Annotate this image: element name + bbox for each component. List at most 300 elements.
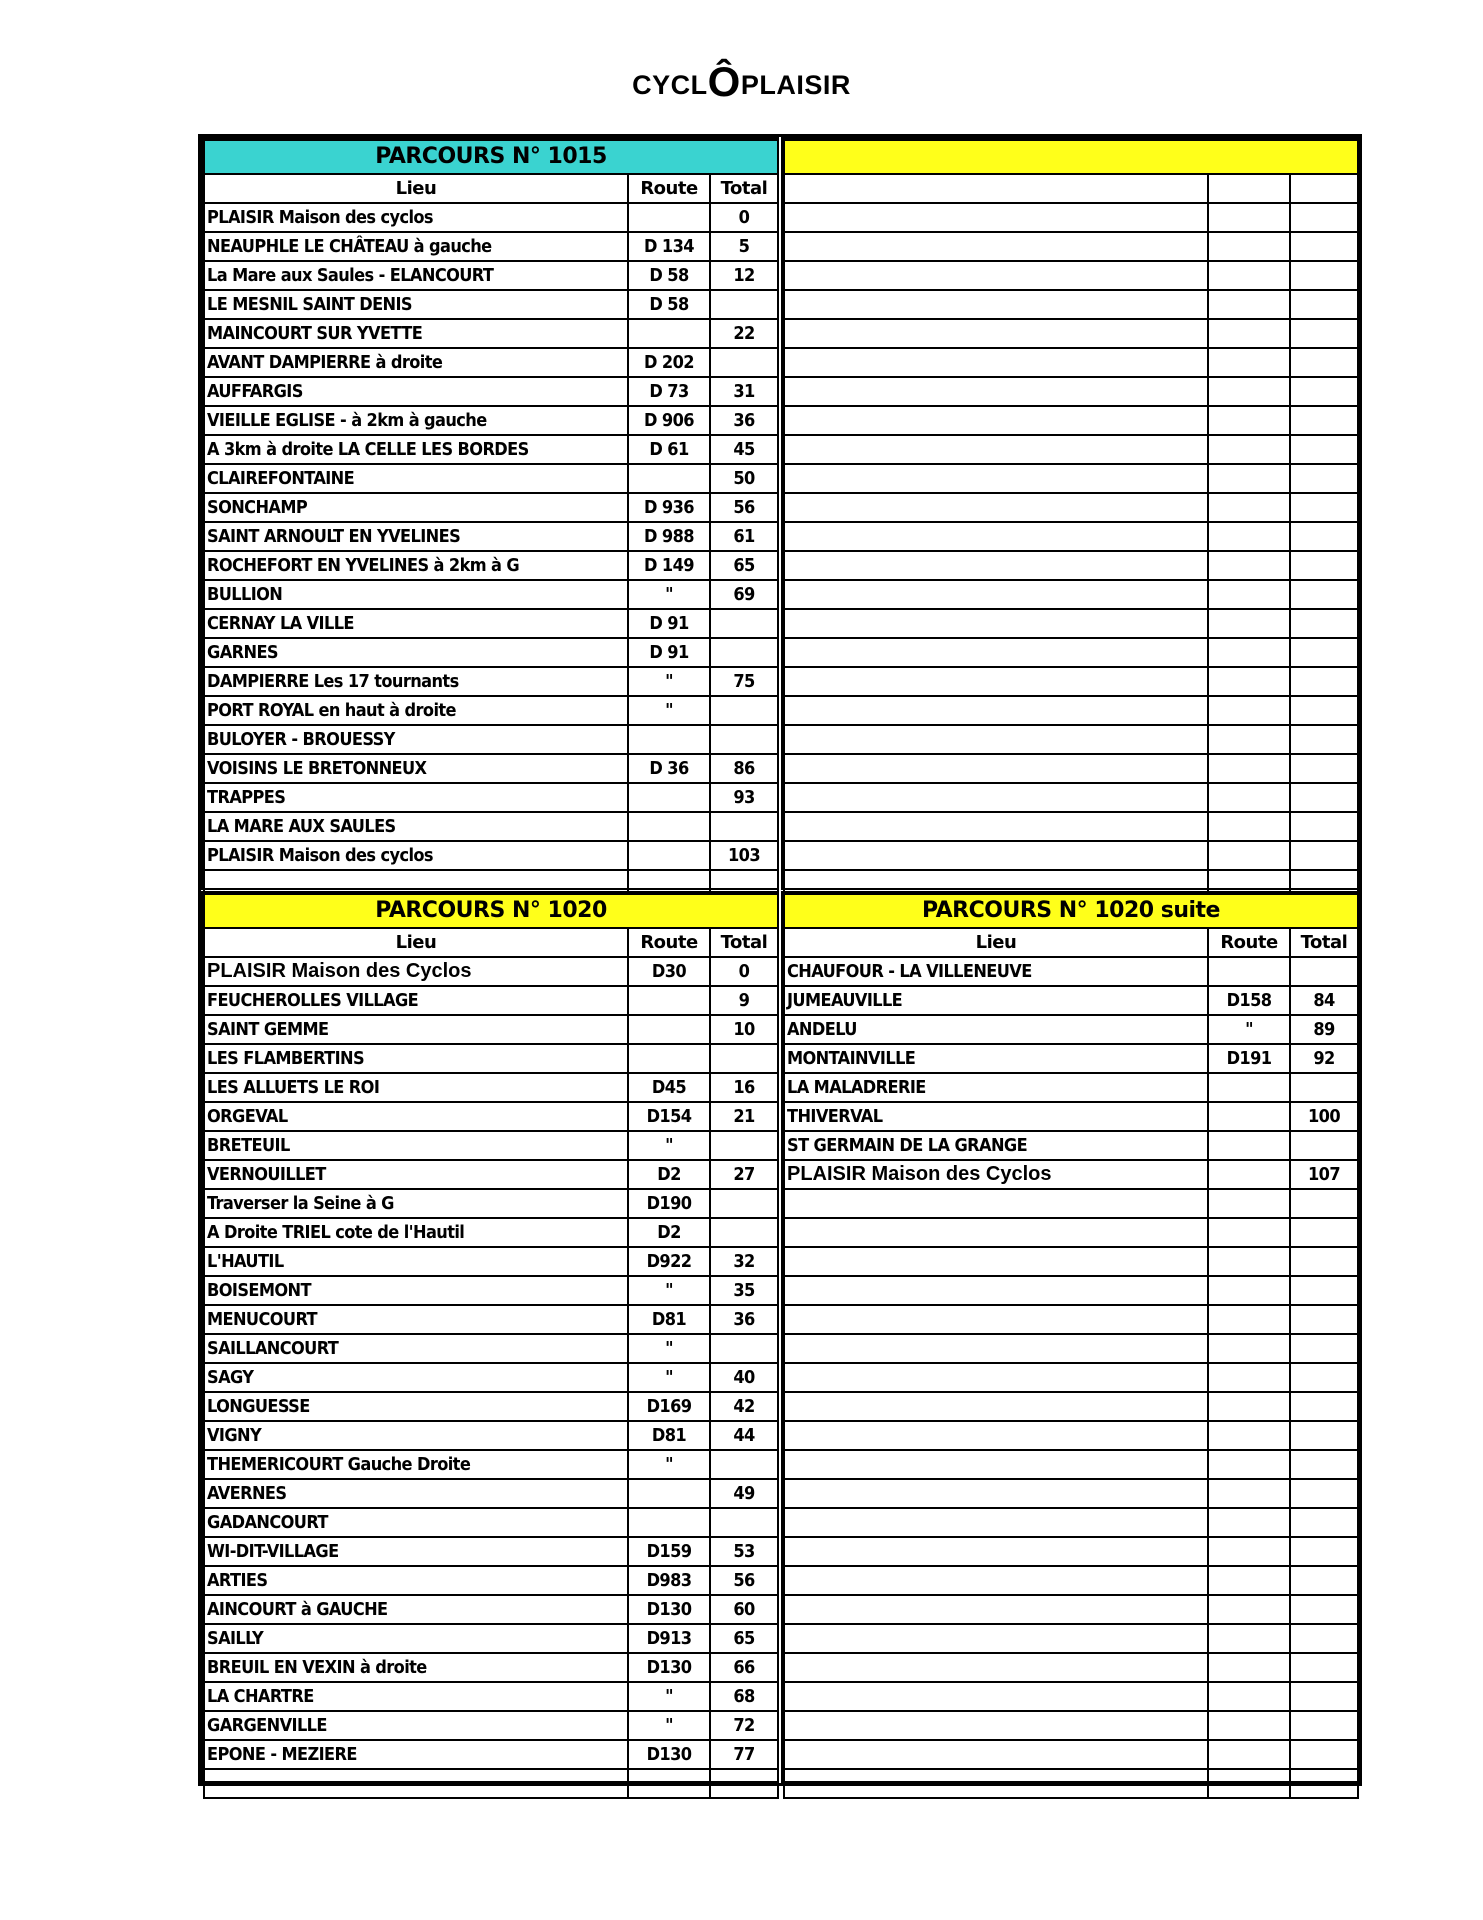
lieu-cell: BULOYER - BROUESSY: [204, 725, 628, 754]
total-cell: [1290, 1682, 1358, 1711]
table-row: [784, 377, 1358, 406]
table-row: [204, 1102, 778, 1131]
lieu-cell: LA MARE AUX SAULES: [204, 812, 628, 841]
total-cell: [1290, 1711, 1358, 1740]
route-cell: [1208, 522, 1290, 551]
table-row: [204, 1421, 778, 1450]
table-row: [784, 1740, 1358, 1769]
route-cell: [1208, 1160, 1290, 1189]
route-cell: ": [628, 1363, 710, 1392]
lieu-cell: CHAUFOUR - LA VILLENEUVE: [784, 957, 1208, 986]
route-cell: [1208, 1102, 1290, 1131]
table-row: [784, 464, 1358, 493]
total-cell: 21: [710, 1102, 778, 1131]
lieu-cell: [784, 696, 1208, 725]
route-cell: [1208, 261, 1290, 290]
table-row: [784, 1247, 1358, 1276]
lieu-cell: PLAISIR Maison des cyclos: [204, 203, 628, 232]
lieu-cell: VOISINS LE BRETONNEUX: [204, 754, 628, 783]
table-row: [204, 1247, 778, 1276]
table-row: [784, 1044, 1358, 1073]
route-cell: [628, 203, 710, 232]
lieu-cell: [204, 1769, 628, 1798]
total-cell: [710, 609, 778, 638]
table-row: [784, 551, 1358, 580]
total-cell: [710, 1189, 778, 1218]
table-row: [204, 493, 778, 522]
total-cell: [1290, 725, 1358, 754]
table-row: [784, 522, 1358, 551]
parcours-1020-title: PARCOURS N° 1020: [204, 894, 778, 928]
table-row: [204, 1218, 778, 1247]
table-row: [204, 319, 778, 348]
total-cell: 16: [710, 1073, 778, 1102]
table-row: [784, 1276, 1358, 1305]
lieu-cell: [784, 1334, 1208, 1363]
total-cell: 35: [710, 1276, 778, 1305]
column-header-route: Route: [628, 174, 710, 203]
blank-panel: [781, 137, 1359, 890]
total-cell: [710, 348, 778, 377]
total-cell: 56: [710, 1566, 778, 1595]
lieu-cell: A Droite TRIEL cote de l'Hautil: [204, 1218, 628, 1247]
lieu-cell: [784, 1537, 1208, 1566]
route-cell: [1208, 1392, 1290, 1421]
table-row: [784, 725, 1358, 754]
total-cell: 66: [710, 1653, 778, 1682]
route-cell: [1208, 319, 1290, 348]
table-row: [784, 957, 1358, 986]
route-cell: D2: [628, 1160, 710, 1189]
total-cell: 100: [1290, 1102, 1358, 1131]
total-cell: [1290, 1740, 1358, 1769]
table-row: [204, 1653, 778, 1682]
parcours-1020-table: [203, 893, 779, 1799]
table-row: [784, 1334, 1358, 1363]
total-cell: [710, 1131, 778, 1160]
table-row: [204, 203, 778, 232]
lieu-cell: WI-DIT-VILLAGE: [204, 1537, 628, 1566]
table-row: [784, 261, 1358, 290]
table-row: [204, 1160, 778, 1189]
table-row: [784, 667, 1358, 696]
lieu-cell: [784, 609, 1208, 638]
route-cell: D130: [628, 1740, 710, 1769]
table-row: [204, 986, 778, 1015]
route-cell: [1208, 667, 1290, 696]
total-cell: [710, 1769, 778, 1798]
lieu-cell: [784, 435, 1208, 464]
table-row: [784, 1131, 1358, 1160]
lieu-cell: FEUCHEROLLES VILLAGE: [204, 986, 628, 1015]
table-row: [784, 435, 1358, 464]
total-cell: [1290, 1218, 1358, 1247]
total-cell: [1290, 754, 1358, 783]
route-cell: D 91: [628, 609, 710, 638]
lieu-cell: BREUIL EN VEXIN à droite: [204, 1653, 628, 1682]
total-cell: [1290, 812, 1358, 841]
total-cell: [1290, 1334, 1358, 1363]
table-row: [784, 1566, 1358, 1595]
route-cell: D81: [628, 1421, 710, 1450]
lieu-cell: [784, 1218, 1208, 1247]
route-cell: D922: [628, 1247, 710, 1276]
total-cell: [1290, 1247, 1358, 1276]
table-row: [204, 1073, 778, 1102]
lieu-cell: THIVERVAL: [784, 1102, 1208, 1131]
route-cell: ": [628, 1711, 710, 1740]
route-cell: ": [628, 1450, 710, 1479]
route-cell: D81: [628, 1305, 710, 1334]
lieu-cell: [784, 493, 1208, 522]
table-row: [204, 1334, 778, 1363]
route-cell: D913: [628, 1624, 710, 1653]
lieu-cell: [784, 319, 1208, 348]
total-cell: [1290, 783, 1358, 812]
total-cell: [1290, 464, 1358, 493]
route-cell: [1208, 1247, 1290, 1276]
route-cell: ": [628, 667, 710, 696]
lieu-cell: LES FLAMBERTINS: [204, 1044, 628, 1073]
table-row: [204, 1131, 778, 1160]
route-cell: [628, 1015, 710, 1044]
lieu-cell: [784, 348, 1208, 377]
table-row: [784, 1102, 1358, 1131]
lieu-cell: DAMPIERRE Les 17 tournants: [204, 667, 628, 696]
route-cell: D2: [628, 1218, 710, 1247]
title-prefix: CYCL: [632, 70, 708, 100]
lieu-cell: LA CHARTRE: [204, 1682, 628, 1711]
lieu-cell: MONTAINVILLE: [784, 1044, 1208, 1073]
table-row: [204, 1508, 778, 1537]
lieu-cell: [784, 1189, 1208, 1218]
total-cell: [1290, 319, 1358, 348]
lieu-cell: LE MESNIL SAINT DENIS: [204, 290, 628, 319]
table-row: [784, 1769, 1358, 1798]
table-row: [204, 1276, 778, 1305]
total-cell: 86: [710, 754, 778, 783]
total-cell: [1290, 1769, 1358, 1798]
lieu-cell: BULLION: [204, 580, 628, 609]
total-cell: 60: [710, 1595, 778, 1624]
table-row: [204, 609, 778, 638]
total-cell: 61: [710, 522, 778, 551]
table-row: [784, 348, 1358, 377]
column-header-lieu: Lieu: [204, 928, 628, 957]
lieu-cell: ORGEVAL: [204, 1102, 628, 1131]
lieu-cell: [784, 1363, 1208, 1392]
route-cell: [1208, 1363, 1290, 1392]
route-cell: D 58: [628, 261, 710, 290]
route-cell: [628, 812, 710, 841]
lieu-cell: ST GERMAIN DE LA GRANGE: [784, 1131, 1208, 1160]
lieu-cell: PLAISIR Maison des cyclos: [204, 841, 628, 870]
route-cell: D130: [628, 1653, 710, 1682]
table-row: [204, 957, 778, 986]
total-cell: 84: [1290, 986, 1358, 1015]
route-cell: ": [628, 580, 710, 609]
total-cell: [1290, 841, 1358, 870]
table-row: [204, 1595, 778, 1624]
table-row: [204, 1711, 778, 1740]
lieu-cell: SONCHAMP: [204, 493, 628, 522]
route-cell: D 91: [628, 638, 710, 667]
total-cell: 56: [710, 493, 778, 522]
total-cell: [710, 1044, 778, 1073]
lieu-cell: [784, 783, 1208, 812]
total-cell: [1290, 1189, 1358, 1218]
lieu-cell: SAINT GEMME: [204, 1015, 628, 1044]
lieu-cell: [784, 1624, 1208, 1653]
total-cell: [710, 725, 778, 754]
route-cell: [1208, 551, 1290, 580]
table-row: [204, 1769, 778, 1798]
route-cell: [1208, 638, 1290, 667]
lieu-cell: L'HAUTIL: [204, 1247, 628, 1276]
parcours-1020-suite-title: PARCOURS N° 1020 suite: [784, 894, 1358, 928]
table-row: [784, 1479, 1358, 1508]
total-cell: 68: [710, 1682, 778, 1711]
route-cell: D45: [628, 1073, 710, 1102]
total-cell: 36: [710, 406, 778, 435]
route-cell: [1208, 609, 1290, 638]
table-row: [204, 812, 778, 841]
route-cell: [1208, 1276, 1290, 1305]
lieu-cell: [784, 841, 1208, 870]
total-cell: 45: [710, 435, 778, 464]
route-cell: [628, 1769, 710, 1798]
route-cell: [1208, 1740, 1290, 1769]
route-cell: [1208, 290, 1290, 319]
lieu-cell: [784, 1450, 1208, 1479]
total-cell: 32: [710, 1247, 778, 1276]
lieu-cell: [784, 1595, 1208, 1624]
lieu-cell: AINCOURT à GAUCHE: [204, 1595, 628, 1624]
table-row: [204, 638, 778, 667]
table-row: [784, 1537, 1358, 1566]
lieu-cell: [784, 1421, 1208, 1450]
blank-panel-title: [784, 140, 1358, 174]
table-row: [204, 783, 778, 812]
column-header-route: Route: [1208, 928, 1290, 957]
total-cell: 53: [710, 1537, 778, 1566]
lieu-cell: [784, 1508, 1208, 1537]
table-row: [784, 1653, 1358, 1682]
column-header-total: Total: [710, 174, 778, 203]
table-row: [204, 1479, 778, 1508]
lieu-cell: MENUCOURT: [204, 1305, 628, 1334]
table-row: [784, 754, 1358, 783]
total-cell: [1290, 203, 1358, 232]
column-header-lieu: Lieu: [784, 928, 1208, 957]
total-cell: [1290, 1624, 1358, 1653]
total-cell: 89: [1290, 1015, 1358, 1044]
lieu-cell: GARGENVILLE: [204, 1711, 628, 1740]
total-cell: 42: [710, 1392, 778, 1421]
route-cell: [1208, 1334, 1290, 1363]
route-cell: [1208, 1305, 1290, 1334]
total-cell: 75: [710, 667, 778, 696]
lieu-cell: NEAUPHLE LE CHÂTEAU à gauche: [204, 232, 628, 261]
lieu-cell: PLAISIR Maison des Cyclos: [204, 957, 628, 986]
lieu-cell: VIEILLE EGLISE - à 2km à gauche: [204, 406, 628, 435]
lieu-cell: LES ALLUETS LE ROI: [204, 1073, 628, 1102]
lieu-cell: [784, 261, 1208, 290]
route-cell: [1208, 1653, 1290, 1682]
table-row: [784, 1189, 1358, 1218]
lieu-cell: VIGNY: [204, 1421, 628, 1450]
table-row: [784, 203, 1358, 232]
lieu-cell: ANDELU: [784, 1015, 1208, 1044]
route-cell: ": [628, 1276, 710, 1305]
total-cell: [1290, 522, 1358, 551]
route-cell: ": [628, 1131, 710, 1160]
lieu-cell: GARNES: [204, 638, 628, 667]
route-cell: D 134: [628, 232, 710, 261]
column-header-route: Route: [628, 928, 710, 957]
lieu-cell: [784, 203, 1208, 232]
table-row: [784, 783, 1358, 812]
table-row: [204, 1450, 778, 1479]
table-row: [784, 1682, 1358, 1711]
route-cell: [1208, 696, 1290, 725]
table-row: [784, 1450, 1358, 1479]
blank-table: [783, 139, 1359, 900]
total-cell: 72: [710, 1711, 778, 1740]
total-cell: 44: [710, 1421, 778, 1450]
table-row: [204, 1392, 778, 1421]
table-row: [784, 174, 1358, 203]
lieu-cell: [784, 522, 1208, 551]
route-cell: [1208, 725, 1290, 754]
table-row: [204, 377, 778, 406]
lieu-cell: [784, 232, 1208, 261]
lieu-cell: PORT ROYAL en haut à droite: [204, 696, 628, 725]
lieu-cell: [784, 1711, 1208, 1740]
lieu-cell: JUMEAUVILLE: [784, 986, 1208, 1015]
total-cell: 92: [1290, 1044, 1358, 1073]
lieu-cell: MAINCOURT SUR YVETTE: [204, 319, 628, 348]
lieu-cell: [784, 1653, 1208, 1682]
lieu-cell: SAINT ARNOULT EN YVELINES: [204, 522, 628, 551]
lieu-cell: SAILLANCOURT: [204, 1334, 628, 1363]
total-cell: 65: [710, 1624, 778, 1653]
route-cell: D190: [628, 1189, 710, 1218]
lieu-cell: SAGY: [204, 1363, 628, 1392]
total-cell: 10: [710, 1015, 778, 1044]
title-o: Ô: [707, 58, 741, 105]
total-cell: [1290, 1595, 1358, 1624]
parcours-1020-suite-panel: [781, 891, 1359, 1783]
total-cell: 69: [710, 580, 778, 609]
total-cell: [1290, 609, 1358, 638]
lieu-cell: [784, 464, 1208, 493]
total-cell: 9: [710, 986, 778, 1015]
table-row: [204, 580, 778, 609]
route-cell: [1208, 1566, 1290, 1595]
route-cell: [628, 1044, 710, 1073]
total-cell: 107: [1290, 1160, 1358, 1189]
total-cell: [1290, 1479, 1358, 1508]
total-cell: [1290, 1073, 1358, 1102]
lieu-cell: [784, 1276, 1208, 1305]
column-header-lieu: Lieu: [204, 174, 628, 203]
route-cell: [628, 464, 710, 493]
route-cell: [1208, 1624, 1290, 1653]
total-cell: [1290, 638, 1358, 667]
total-cell: [710, 638, 778, 667]
route-cell: [1208, 1769, 1290, 1798]
route-cell: [628, 783, 710, 812]
total-cell: [1290, 1276, 1358, 1305]
route-cell: [628, 319, 710, 348]
lieu-cell: [784, 1479, 1208, 1508]
parcours-1020-panel: [201, 891, 779, 1783]
lieu-cell: PLAISIR Maison des Cyclos: [784, 1160, 1208, 1189]
total-cell: [1290, 551, 1358, 580]
route-cell: D983: [628, 1566, 710, 1595]
total-cell: 49: [710, 1479, 778, 1508]
table-row: [204, 1305, 778, 1334]
route-cell: [1208, 174, 1290, 203]
column-header-total: Total: [710, 928, 778, 957]
route-cell: [1208, 1711, 1290, 1740]
total-cell: 0: [710, 957, 778, 986]
total-cell: [710, 1218, 778, 1247]
lieu-cell: [784, 1566, 1208, 1595]
route-cell: D169: [628, 1392, 710, 1421]
route-cell: D 906: [628, 406, 710, 435]
table-row: [784, 1711, 1358, 1740]
lieu-cell: TRAPPES: [204, 783, 628, 812]
total-cell: [1290, 1566, 1358, 1595]
total-cell: 93: [710, 783, 778, 812]
lieu-cell: BOISEMONT: [204, 1276, 628, 1305]
column-header-total: Total: [1290, 928, 1358, 957]
total-cell: [1290, 1305, 1358, 1334]
route-cell: ": [1208, 1015, 1290, 1044]
total-cell: [1290, 406, 1358, 435]
total-cell: [1290, 1508, 1358, 1537]
total-cell: [1290, 667, 1358, 696]
total-cell: [1290, 377, 1358, 406]
table-row: [784, 1073, 1358, 1102]
route-cell: ": [628, 1334, 710, 1363]
total-cell: 5: [710, 232, 778, 261]
table-row: [784, 1595, 1358, 1624]
table-row: [784, 319, 1358, 348]
table-row: [204, 1682, 778, 1711]
route-cell: [628, 1508, 710, 1537]
lieu-cell: [784, 667, 1208, 696]
total-cell: [1290, 435, 1358, 464]
total-cell: 31: [710, 377, 778, 406]
table-row: [784, 1363, 1358, 1392]
total-cell: [710, 812, 778, 841]
table-row: [784, 290, 1358, 319]
route-cell: D 202: [628, 348, 710, 377]
parcours-1015-title: PARCOURS N° 1015: [204, 140, 778, 174]
table-row: [784, 1160, 1358, 1189]
parcours-1015-panel: [201, 137, 779, 890]
lieu-cell: [784, 1682, 1208, 1711]
lieu-cell: [784, 754, 1208, 783]
table-row: [784, 609, 1358, 638]
lieu-cell: LA MALADRERIE: [784, 1073, 1208, 1102]
parcours-1015-table: [203, 139, 779, 900]
lieu-cell: AVERNES: [204, 1479, 628, 1508]
total-cell: 65: [710, 551, 778, 580]
